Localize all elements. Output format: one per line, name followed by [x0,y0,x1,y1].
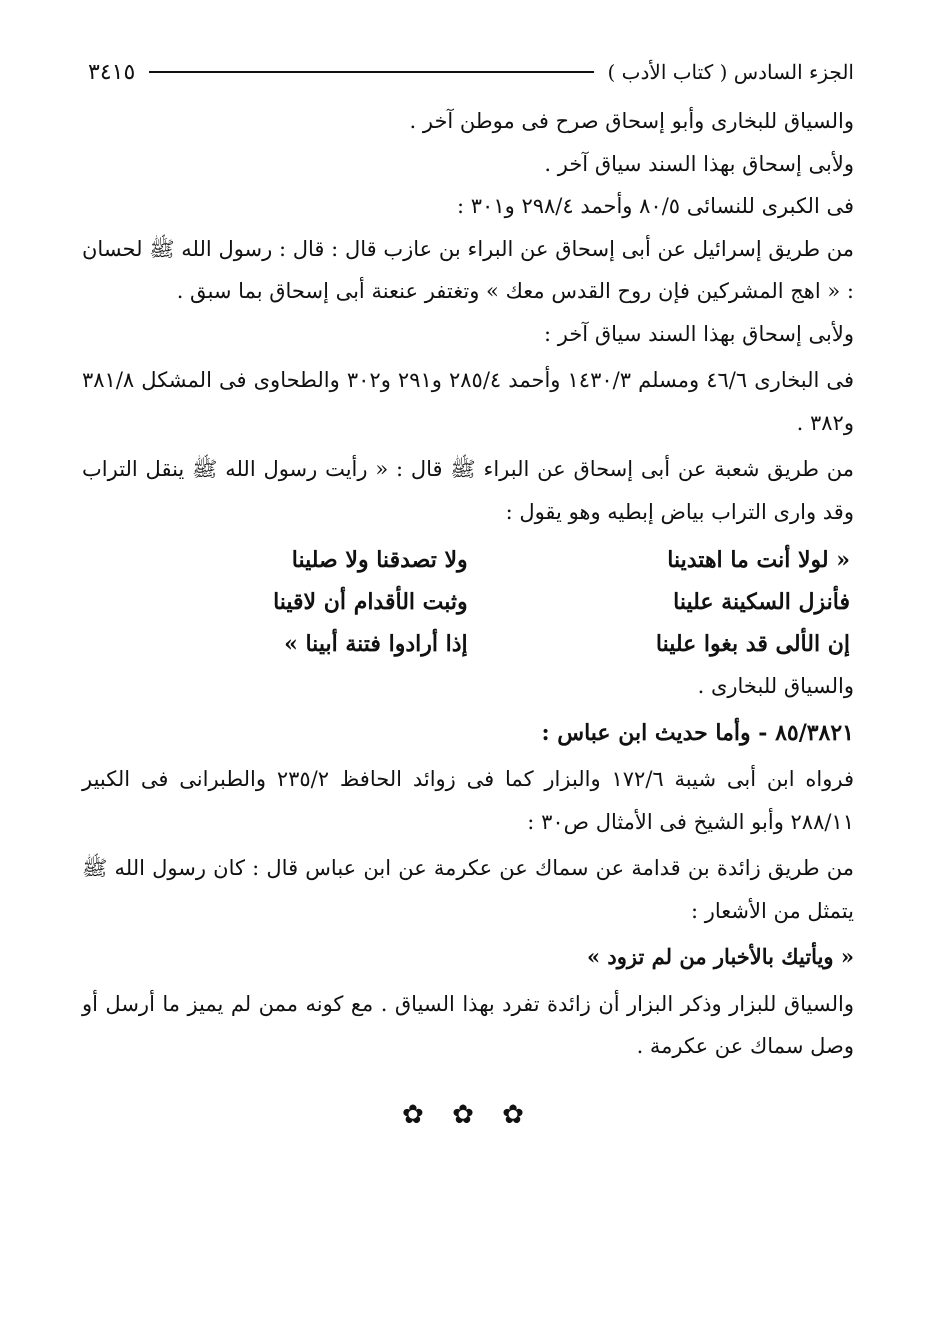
verse-quote: « ويأتيك بالأخبار من لم تزود » [587,944,854,969]
paragraph-6: فى البخارى ٤٦/٦ ومسلم ١٤٣٠/٣ وأحمد ٢٨٥/٤ و٢٩١ و٣٠٢ والطحاوى فى المشكل ٣٨١/٨ و٣٨٢ . [82,368,854,435]
section-heading: ٨٥/٣٨٢١ - وأما حديث ابن عباس : [541,719,854,746]
paragraph-9: فرواه ابن أبى شيبة ١٧٢/٦ والبزار كما فى زوائد الحافظ ٢٣٥/٢ والطبرانى فى الكبير ٢٨٨/١١ وأبو الشيخ فى الأمثال ص٣٠ : [82,767,854,834]
paragraph-5: ولأبى إسحاق بهذا السند سياق آخر : [543,321,854,346]
poem-hemistich-first: فأنزل السكينة علينا [673,589,850,615]
poem-line [82,623,854,665]
poem-line [82,581,854,623]
header-rule [149,71,593,73]
page-header [88,54,854,90]
poem-hemistich-second: ولا تصدقنا ولا صلينا [291,547,468,573]
paragraph-3: فى الكبرى للنسائى ٨٠/٥ وأحمد ٢٩٨/٤ و٣٠١ : [457,194,854,218]
page-number: ٣٤١٥ [88,59,136,85]
paragraph-1: والسياق للبخارى وأبو إسحاق صرح فى موطن آخر . [409,109,854,133]
running-title: الجزء السادس ( كتاب الأدب ) [607,60,854,84]
poem-hemistich-second: إذا أرادوا فتنة أبينا » [284,631,468,657]
poem-hemistich-first: إن الألى قد بغوا علينا [655,631,850,657]
page-body [82,100,854,1136]
poem-line [82,539,854,581]
paragraph-4: من طريق إسرائيل عن أبى إسحاق عن البراء بن عازب قال : قال : رسول الله ﷺ لحسان : « اهج المشركين فإن روح القدس معك » وتغتفر عنعنة أبى إسحاق بما سبق . [82,236,854,303]
section-end-ornament: ✿ ✿ ✿ [402,1099,534,1130]
poem [82,539,854,665]
poem-hemistich-second: وثبت الأقدام أن لاقينا [273,589,468,615]
paragraph-11: والسياق للبزار وذكر البزار أن زائدة تفرد بهذا السياق . مع كونه ممن لم يميز ما أرسل أو وصل سماك عن عكرمة . [82,991,854,1058]
paragraph-8: والسياق للبخارى . [697,674,854,698]
poem-hemistich-first: « لولا أنت ما اهتدينا [667,547,850,573]
paragraph-10: من طريق زائدة بن قدامة عن سماك عن عكرمة عن ابن عباس قال : كان رسول الله ﷺ يتمثل من الأشعار : [82,856,854,923]
paragraph-2: ولأبى إسحاق بهذا السند سياق آخر . [544,151,854,176]
paragraph-7: من طريق شعبة عن أبى إسحاق عن البراء ﷺ قال : « رأيت رسول الله ﷺ ينقل التراب وقد وارى التراب بياض إبطيه وهو يقول : [82,457,854,524]
